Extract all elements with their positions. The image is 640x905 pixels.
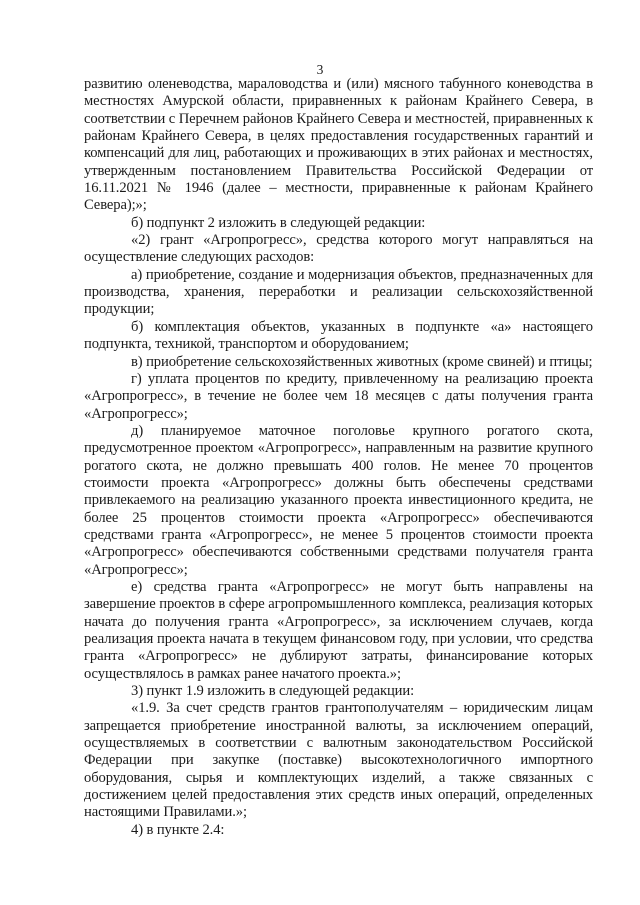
paragraph-item-v: в) приобретение сельскохозяйственных животных (кроме свиней) и птицы; [131, 353, 593, 370]
paragraph-item-g: г) уплата процентов по кредиту, привлеченному на реализацию проекта «Агропрогресс», в течение не более чем 18 месяцев с даты получения гранта «Агропрогресс»; [84, 370, 593, 422]
paragraph-item-d: д) планируемое маточное поголовье крупного рогатого скота, предусмотренное проектом «Агропрогресс», направленным на развитие крупного рогатого скота, не должно превышать 400 голов. Не менее 70 процентов стоимости проекта «Агропрогресс» должны быть обеспечены средствами привлекаемого на реализацию указанного проекта инвестиционного кредита, не более 25 процентов стоимости проекта «Агропрогресс» обеспечиваются средствами гранта «Агропрогресс», не менее 5 процентов стоимости проекта «Агропрогресс» обеспечиваются собственными средствами получателя гранта «Агропрогресс»; [84, 422, 593, 578]
paragraph-continuation: развитию оленеводства, мараловодства и (или) мясного табунного коневодства в местностях Амурской области, приравненных к районам Крайнего Севера, в соответствии с Перечнем районов Крайнего Севера и местностей, приравненных к районам Крайнего Севера, в целях предоставления государственных гарантий и компенсаций для лиц, работающих и проживающих в этих районах и местностях, утвержденным постановлением Правительства Российской Федерации от 16.11.2021 № 1946 (далее – местности, приравненные к районам Крайнего Севера);»; [84, 76, 593, 214]
paragraph-subpoint-b-intro: б) подпункт 2 изложить в следующей редакции: [131, 214, 426, 231]
paragraph-clause-1-9: «1.9. За счет средств грантов грантополучателям – юридическим лицам запрещается приобретение иностранной валюты, за исключением операций, осуществляемых в соответствии с валютным законодательством Российской Федерации при закупке (поставке) высокотехнологичного импортного оборудования, сырья и комплектующих изделий, а также связанных с достижением целей предоставления этих средств иных операций, определенных настоящими Правилами.»; [84, 700, 593, 821]
paragraph-item-b: б) комплектация объектов, указанных в подпункте «а» настоящего подпункта, техникой, транспортом и оборудованием; [84, 318, 593, 353]
paragraph-point-4-intro: 4) в пункте 2.4: [131, 821, 225, 838]
document-body [84, 76, 593, 839]
page-number: 3 [316, 62, 324, 77]
paragraph-point-3-intro: 3) пункт 1.9 изложить в следующей редакции: [131, 683, 415, 700]
paragraph-item-e: е) средства гранта «Агропрогресс» не могут быть направлены на завершение проектов в сфере агропромышленного комплекса, реализация которых начата до получения гранта «Агропрогресс», за исключением случаев, когда реализация проекта начата в текущем финансовом году, при условии, что средства гранта «Агропрогресс» не дублируют затраты, финансирование которых осуществлялось в рамках ранее начатого проекта.»; [84, 578, 593, 682]
paragraph-item-a: а) приобретение, создание и модернизация объектов, предназначенных для производства, хранения, переработки и реализации сельскохозяйственной продукции; [84, 266, 593, 318]
paragraph-grant-agroprogress: «2) грант «Агропрогресс», средства которого могут направляться на осуществление следующих расходов: [84, 232, 593, 266]
